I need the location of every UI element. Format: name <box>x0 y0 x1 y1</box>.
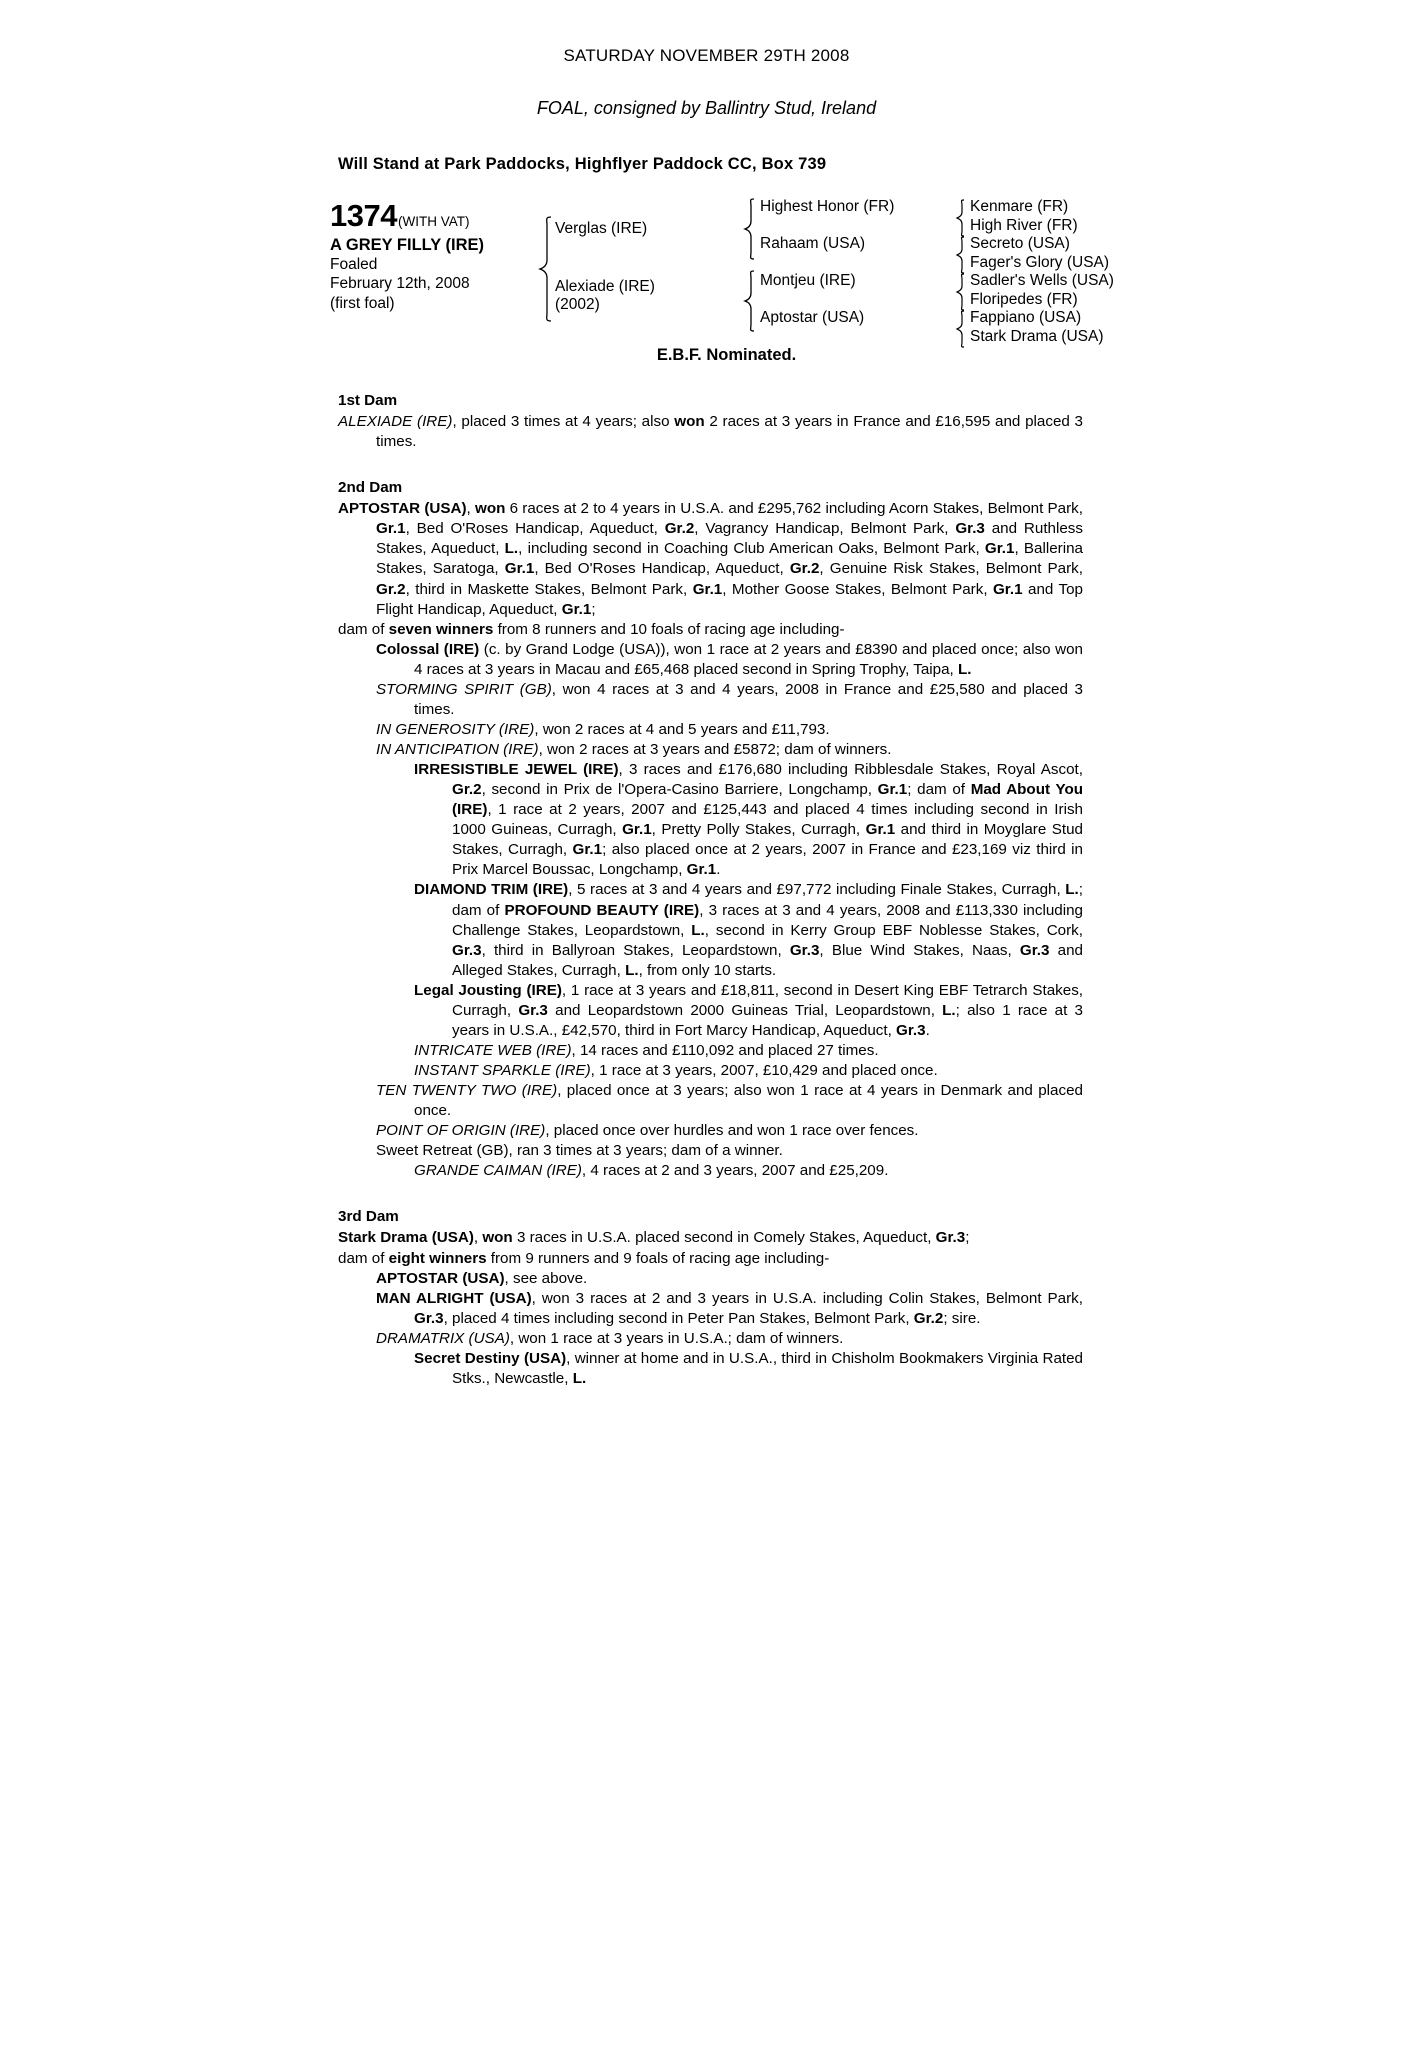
text-run: ; <box>591 600 596 618</box>
emphasis-bold: Legal Jousting (IRE) <box>414 981 562 999</box>
brace-gg2-icon <box>955 236 967 274</box>
dam-block <box>555 278 730 314</box>
emphasis-bold: Gr.1 <box>865 821 896 839</box>
emphasis-bold: seven winners <box>388 620 494 638</box>
text-run: , <box>473 1229 483 1247</box>
emphasis-italic: DRAMATRIX (USA) <box>376 1329 510 1347</box>
pedigree-paragraph <box>338 760 1083 880</box>
emphasis-italic: IN GENEROSITY (IRE) <box>376 720 535 738</box>
emphasis-bold: Secret Destiny (USA) <box>414 1349 567 1367</box>
pedigree-paragraph <box>338 1249 1083 1269</box>
text-run: , second in Kerry Group EBF Noblesse Stakes, Cork, <box>704 921 1083 939</box>
text-run: . <box>925 1021 930 1039</box>
emphasis-italic: INTRICATE WEB (IRE) <box>414 1041 572 1059</box>
lot-vat-note: (WITH VAT) <box>397 214 470 229</box>
emphasis-bold: Gr.1 <box>877 781 908 799</box>
emphasis-bold: Gr.1 <box>572 841 603 859</box>
emphasis-bold: L. <box>625 961 639 979</box>
text-run: , won 4 races at 3 and 4 years, 2008 in France and £25,580 and placed 3 times. <box>414 680 1083 718</box>
text-run: ; <box>965 1229 970 1247</box>
text-run: ; also placed once at 2 years, 2007 in France and £23,169 viz third in Prix Marcel Boussac, Longchamp, <box>452 841 1083 879</box>
brace-sire-dam-icon <box>538 216 554 322</box>
pedigree-paragraph <box>338 1329 1083 1349</box>
dam-heading: 1st Dam <box>338 392 398 409</box>
brace-sire-parents-icon <box>743 198 757 260</box>
gg-2: High River (FR) <box>970 216 1078 234</box>
pedigree-paragraph <box>338 499 1083 619</box>
text-run: from 9 runners and 9 foals of racing age including- <box>486 1249 830 1267</box>
text-run: 6 races at 2 to 4 years in U.S.A. and £295,762 including Acorn Stakes, Belmont Park, <box>505 500 1083 518</box>
text-run: , Blue Wind Stakes, Naas, <box>819 941 1020 959</box>
text-run: , 1 race at 3 years and £18,811, second in Desert King EBF Tetrarch Stakes, Curragh, <box>452 981 1084 1019</box>
emphasis-bold: Gr.2 <box>664 520 695 538</box>
text-run: , winner at home and in U.S.A., third in Chisholm Bookmakers Virginia Rated Stks., Newcastle, <box>452 1349 1084 1387</box>
emphasis-bold: Mad About You (IRE) <box>452 781 1084 819</box>
emphasis-bold: Gr.3 <box>789 941 820 959</box>
text-run: ; dam of <box>907 781 971 799</box>
text-run: , 1 race at 2 years, 2007 and £125,443 and placed 4 times including second in Irish 1000 Guineas, Curragh, <box>452 801 1083 839</box>
pedigree-paragraph <box>338 680 1083 720</box>
emphasis-bold: APTOSTAR (USA) <box>376 1269 505 1287</box>
dam-year: (2002) <box>555 296 600 313</box>
sire-dam: Rahaam (USA) <box>760 235 866 252</box>
text-run: , won 2 races at 3 years and £5872; dam of winners. <box>538 741 892 758</box>
catalogue-page <box>0 46 1413 2046</box>
emphasis-bold: Gr.3 <box>518 1001 548 1019</box>
emphasis-bold: Stark Drama (USA) <box>338 1229 474 1247</box>
emphasis-italic: STORMING SPIRIT (GB) <box>376 680 552 698</box>
text-run: , placed 4 times including second in Peter Pan Stakes, Belmont Park, <box>443 1309 914 1327</box>
text-run: , Bed O'Roses Handicap, Aqueduct, <box>534 560 790 578</box>
text-run: , 3 races at 3 and 4 years, 2008 and £113,330 including Challenge Stakes, Leopardstown, <box>452 901 1083 939</box>
dam-dam: Aptostar (USA) <box>760 309 865 326</box>
ebf-nominated: E.B.F. Nominated. <box>656 346 797 364</box>
text-run: , Pretty Polly Stakes, Curragh, <box>651 821 866 839</box>
pedigree-paragraph <box>338 620 1083 640</box>
lot-foaled-date: February 12th, 2008 <box>330 275 470 293</box>
pedigree-paragraph <box>338 880 1083 980</box>
pedigree-paragraph <box>338 740 1083 760</box>
gg-8: Stark Drama (USA) <box>970 327 1104 345</box>
emphasis-bold: Gr.2 <box>376 580 406 598</box>
text-run: , 3 races and £176,680 including Ribblesdale Stakes, Royal Ascot, <box>618 761 1083 779</box>
brace-gg4-icon <box>955 310 967 348</box>
emphasis-italic: ALEXIADE (IRE) <box>338 413 453 431</box>
lot-info <box>330 198 530 313</box>
brace-gg3-icon <box>955 273 967 311</box>
gg-6: Floripedes (FR) <box>970 290 1078 308</box>
emphasis-italic: POINT OF ORIGIN (IRE) <box>376 1122 546 1140</box>
emphasis-bold: won <box>475 500 506 518</box>
text-run: , Ballerina Stakes, Saratoga, <box>376 540 1083 578</box>
emphasis-italic: IN ANTICIPATION (IRE) <box>376 741 539 758</box>
emphasis-bold: Gr.1 <box>561 600 592 618</box>
text-run: (c. by Grand Lodge (USA)), won 1 race at 2 years and £8390 and placed once; also won 4 races at 3 years in Macau and £65,468 placed second in Spring Trophy, Taipa, <box>414 640 1083 678</box>
text-run: , won 3 races at 2 and 3 years in U.S.A. including Colin Stakes, Belmont Park, <box>531 1289 1083 1307</box>
brace-gg1-icon <box>955 199 967 237</box>
pedigree-paragraph <box>338 1121 1083 1141</box>
emphasis-bold: Gr.1 <box>504 560 535 578</box>
lot-foaled-label: Foaled <box>330 256 378 273</box>
text-run: ; dam of <box>452 881 1083 919</box>
text-run: , third in Maskette Stakes, Belmont Park, <box>405 580 693 598</box>
pedigree-paragraph <box>338 1289 1083 1329</box>
text-run: and Ruthless Stakes, Aqueduct, <box>376 520 1083 558</box>
emphasis-bold: L. <box>1065 881 1079 899</box>
pedigree-paragraph <box>338 981 1083 1041</box>
text-run: , including second in Coaching Club American Oaks, Belmont Park, <box>518 540 985 558</box>
emphasis-bold: won <box>674 413 705 431</box>
dam-heading: 2nd Dam <box>338 479 403 497</box>
text-run: , 5 races at 3 and 4 years and £97,772 including Finale Stakes, Curragh, <box>568 881 1066 899</box>
sire-sire: Highest Honor (FR) <box>760 198 895 215</box>
emphasis-bold: Gr.1 <box>376 520 406 538</box>
text-run: , placed 3 times at 4 years; also <box>452 413 675 431</box>
text-run: , from only 10 starts. <box>638 961 777 979</box>
dam-name: Alexiade (IRE) <box>555 278 655 295</box>
emphasis-bold: Gr.3 <box>452 941 482 959</box>
text-run: , Mother Goose Stakes, Belmont Park, <box>722 580 993 598</box>
emphasis-bold: Gr.1 <box>992 580 1023 598</box>
pedigree-paragraph <box>338 1081 1083 1121</box>
text-run: from 8 runners and 10 foals of racing age including- <box>493 620 845 638</box>
text-run: ; sire. <box>943 1309 981 1327</box>
emphasis-bold: won <box>482 1229 513 1247</box>
grandparents-column <box>760 198 950 346</box>
emphasis-bold: Gr.2 <box>452 781 482 799</box>
emphasis-bold: IRRESISTIBLE JEWEL (IRE) <box>414 761 619 779</box>
sire-name: Verglas (IRE) <box>555 220 648 237</box>
gg-1: Kenmare (FR) <box>970 198 1069 215</box>
text-run: , 4 races at 2 and 3 years, 2007 and £25,209. <box>581 1162 889 1180</box>
great-grandparents-column <box>970 198 1170 346</box>
lot-first-foal: (first foal) <box>330 294 395 312</box>
lot-description: A GREY FILLY (IRE) <box>330 236 485 254</box>
emphasis-bold: Gr.1 <box>622 821 652 839</box>
gg-4: Fager's Glory (USA) <box>970 253 1110 271</box>
lot-number: 1374 <box>330 198 397 233</box>
page-header-date: SATURDAY NOVEMBER 29TH 2008 <box>563 46 850 65</box>
emphasis-bold: L. <box>942 1001 956 1019</box>
dam-heading: 3rd Dam <box>338 1208 399 1226</box>
pedigree-paragraph <box>338 1141 1083 1161</box>
emphasis-bold: L. <box>504 540 519 558</box>
text-run: and Leopardstown 2000 Guineas Trial, Leopardstown, <box>547 1001 943 1019</box>
pedigree-paragraph <box>338 1061 1083 1081</box>
emphasis-bold: APTOSTAR (USA) <box>338 500 467 518</box>
text-run: , placed once over hurdles and won 1 race over fences. <box>545 1122 919 1140</box>
text-run: 3 races in U.S.A. placed second in Comely Stakes, Aqueduct, <box>512 1229 936 1247</box>
text-run: and Alleged Stakes, Curragh, <box>452 941 1083 979</box>
text-run: , 14 races and £110,092 and placed 27 times. <box>571 1041 879 1059</box>
text-run: , Vagrancy Handicap, Belmont Park, <box>694 520 956 538</box>
emphasis-bold: Gr.1 <box>984 540 1015 558</box>
emphasis-bold: L. <box>572 1369 587 1387</box>
brace-dam-parents-icon <box>743 270 757 332</box>
pedigree-paragraph <box>338 720 1083 740</box>
lot-number-row <box>330 198 530 234</box>
pedigree-table <box>330 198 1160 348</box>
text-run: , see above. <box>504 1269 588 1287</box>
text-run: and third in Moyglare Stud Stakes, Curragh, <box>452 821 1083 859</box>
emphasis-bold: Gr.2 <box>913 1309 944 1327</box>
pedigree-paragraph <box>338 640 1083 680</box>
emphasis-bold: Colossal (IRE) <box>376 640 480 658</box>
text-run: . <box>716 861 721 879</box>
emphasis-bold: MAN ALRIGHT (USA) <box>376 1289 532 1307</box>
emphasis-bold: Gr.3 <box>896 1021 926 1039</box>
text-run: , Bed O'Roses Handicap, Aqueduct, <box>405 520 665 538</box>
emphasis-bold: Gr.3 <box>414 1309 444 1327</box>
pedigree-paragraph <box>338 412 1083 452</box>
gg-7: Fappiano (USA) <box>970 309 1082 326</box>
text-run: dam of <box>338 620 389 638</box>
text-run: , won 1 race at 3 years in U.S.A.; dam of winners. <box>509 1329 844 1347</box>
emphasis-italic: INSTANT SPARKLE (IRE) <box>414 1062 591 1079</box>
gg-3: Secreto (USA) <box>970 235 1070 252</box>
text-run: Sweet Retreat (GB), ran 3 times at 3 years; dam of a winner. <box>376 1142 783 1160</box>
text-run: , won 2 races at 4 and 5 years and £11,793. <box>534 720 830 738</box>
emphasis-bold: eight winners <box>388 1249 487 1267</box>
pedigree-paragraph <box>338 1161 1083 1181</box>
pedigree-paragraph <box>338 1041 1083 1061</box>
emphasis-bold: Gr.3 <box>955 520 985 538</box>
emphasis-italic: GRANDE CAIMAN (IRE) <box>414 1162 582 1180</box>
text-run: , second in Prix de l'Opera-Casino Barriere, Longchamp, <box>481 781 878 799</box>
gg-5: Sadler's Wells (USA) <box>970 272 1114 289</box>
emphasis-bold: Gr.1 <box>686 861 717 879</box>
emphasis-bold: Gr.2 <box>789 560 820 578</box>
text-run: and Top Flight Handicap, Aqueduct, <box>376 580 1083 618</box>
emphasis-bold: Gr.3 <box>1019 941 1050 959</box>
text-run: , 1 race at 3 years, 2007, £10,429 and placed once. <box>590 1062 938 1079</box>
text-run: , third in Ballyroan Stakes, Leopardstown, <box>481 941 790 959</box>
text-run: ; also 1 race at 3 years in U.S.A., £42,570, third in Fort Marcy Handicap, Aqueduct, <box>452 1001 1083 1039</box>
text-run: , <box>466 500 475 518</box>
emphasis-italic: TEN TWENTY TWO (IRE) <box>376 1082 558 1100</box>
emphasis-bold: PROFOUND BEAUTY (IRE) <box>504 901 700 919</box>
text-run: 2 races at 3 years in France and £16,595 and placed 3 times. <box>376 413 1084 451</box>
emphasis-bold: DIAMOND TRIM (IRE) <box>414 881 569 899</box>
text-run: dam of <box>338 1249 389 1267</box>
pedigree-paragraph <box>338 1269 1083 1289</box>
stand-location-line: Will Stand at Park Paddocks, Highflyer Paddock CC, Box 739 <box>338 155 827 173</box>
text-run: , placed once at 3 years; also won 1 race at 4 years in Denmark and placed once. <box>414 1082 1083 1120</box>
emphasis-bold: L. <box>691 921 705 939</box>
emphasis-bold: L. <box>958 660 972 678</box>
emphasis-bold: Gr.1 <box>692 580 723 598</box>
pedigree-paragraph <box>338 1349 1083 1389</box>
consignment-line: FOAL, consigned by Ballintry Stud, Ireland <box>536 98 877 118</box>
emphasis-bold: Gr.3 <box>935 1229 966 1247</box>
dam-sections <box>338 391 1083 1389</box>
pedigree-paragraph <box>338 1228 1083 1248</box>
dam-sire: Montjeu (IRE) <box>760 272 856 289</box>
text-run: , Genuine Risk Stakes, Belmont Park, <box>819 560 1083 578</box>
